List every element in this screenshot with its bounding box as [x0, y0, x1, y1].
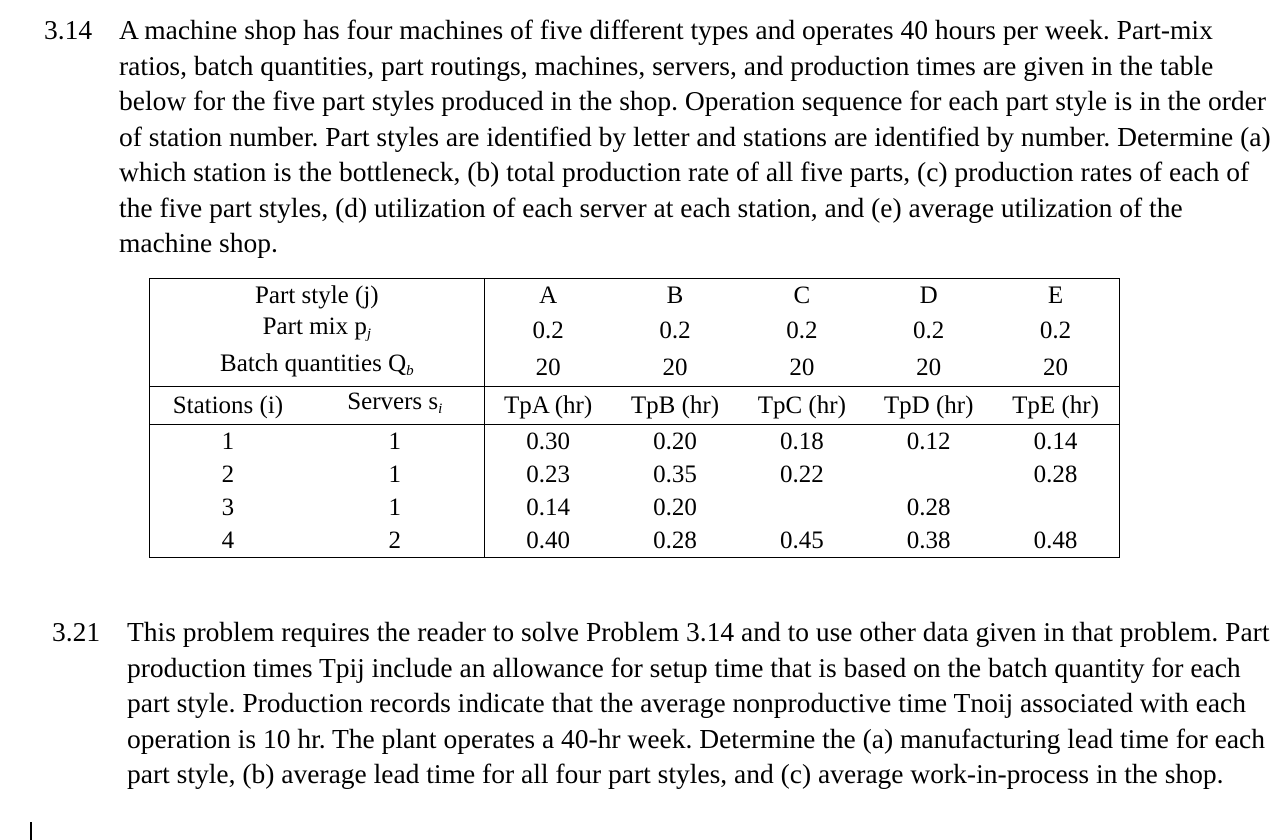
part-mix-label: Part mix $p_j$	[150, 312, 485, 349]
problem-text: A machine shop has four machines of five different types and operates 40 hours per week. Part-mix ratios, batch quantities, part routings, machines, servers, and production times are given in the table below for the five part styles produced in the shop. Operation sequence for each part style is in the order of station number. Part styles are identified by letter and stations are identified by number. Determine (a) which station is the bottleneck, (b) total production rate of all five parts, (c) production rates of each of the five part styles, (d) utilization of each server at each station, and (e) average utilization of the machine shop.	[119, 14, 1271, 258]
time-cell: 0.20	[612, 425, 739, 459]
station-cell: 1	[150, 425, 306, 459]
problem-number: 3.21	[52, 616, 101, 647]
servers-cell: 1	[388, 493, 402, 521]
style-cell: D	[865, 279, 992, 313]
time-cell: 0.22	[779, 460, 824, 488]
problem-number: 3.14	[44, 14, 93, 45]
time-cell: 0.14	[484, 491, 611, 524]
time-cell: 0.14	[992, 425, 1119, 459]
time-cell: 0.35	[653, 460, 697, 488]
batch-cell: 20	[916, 353, 942, 381]
style-cell: B	[612, 279, 739, 313]
time-cell: 0.38	[865, 524, 992, 558]
servers-cell: 1	[306, 425, 484, 459]
time-cell	[865, 458, 992, 491]
style-cell: C	[738, 279, 865, 313]
time-cell	[738, 491, 865, 524]
station-cell: 3	[150, 491, 306, 524]
mix-cell: 0.2	[484, 312, 611, 349]
time-cell: 0.28	[906, 493, 951, 521]
problem-3-14	[44, 12, 1274, 261]
station-cell: 2	[150, 458, 306, 491]
servers-cell: 2	[306, 524, 484, 558]
time-cell: 0.30	[484, 425, 611, 459]
time-cell: 0.48	[992, 524, 1119, 558]
time-cell: 0.45	[738, 524, 865, 558]
station-cell: 4	[150, 524, 306, 558]
time-cell: 0.23	[484, 458, 611, 491]
servers-cell: 1	[388, 460, 402, 488]
time-header: TpC (hr)	[738, 387, 865, 425]
mix-cell: 0.2	[992, 312, 1119, 349]
servers-header: Servers $s_i$	[306, 387, 484, 425]
part-style-label: Part style (j)	[150, 279, 485, 313]
batch-cell: 20	[789, 353, 815, 381]
time-cell: 0.28	[612, 524, 739, 558]
batch-cell: 20	[662, 353, 688, 381]
stations-header: Stations (i)	[150, 387, 306, 425]
time-cell: 0.28	[992, 458, 1119, 491]
time-cell	[992, 491, 1119, 524]
batch-cell: 20	[484, 349, 611, 387]
time-cell: 0.20	[653, 493, 697, 521]
batch-label: Batch quantities $Q_b$	[150, 349, 485, 387]
time-header: TpE (hr)	[992, 387, 1119, 425]
batch-cell: 20	[992, 349, 1119, 387]
style-cell: A	[484, 279, 611, 313]
problem-text: This problem requires the reader to solve Problem 3.14 and to use other data given in that problem. Part production times Tpij include an allowance for setup time that is based on the batch quantity for each part style. Production records indicate that the average nonproductive time Tnoij associated with each operation is 10 hr. The plant operates a 40-hr week. Determine the (a) manufacturing lead time for each part style, (b) average lead time for all four part styles, and (c) average work-in-process in the shop.	[127, 616, 1270, 789]
production-data-table	[149, 278, 1120, 558]
style-cell: E	[992, 279, 1119, 313]
text-cursor	[30, 822, 32, 840]
problem-3-21	[52, 614, 1277, 792]
time-cell: 0.12	[865, 425, 992, 459]
time-header: TpD (hr)	[865, 387, 992, 425]
mix-cell: 0.2	[786, 316, 818, 344]
time-header: TpB (hr)	[612, 387, 739, 425]
time-cell: 0.40	[484, 524, 611, 558]
time-header: TpA (hr)	[484, 387, 611, 425]
mix-cell: 0.2	[659, 316, 691, 344]
mix-cell: 0.2	[913, 316, 945, 344]
time-cell: 0.18	[738, 425, 865, 459]
